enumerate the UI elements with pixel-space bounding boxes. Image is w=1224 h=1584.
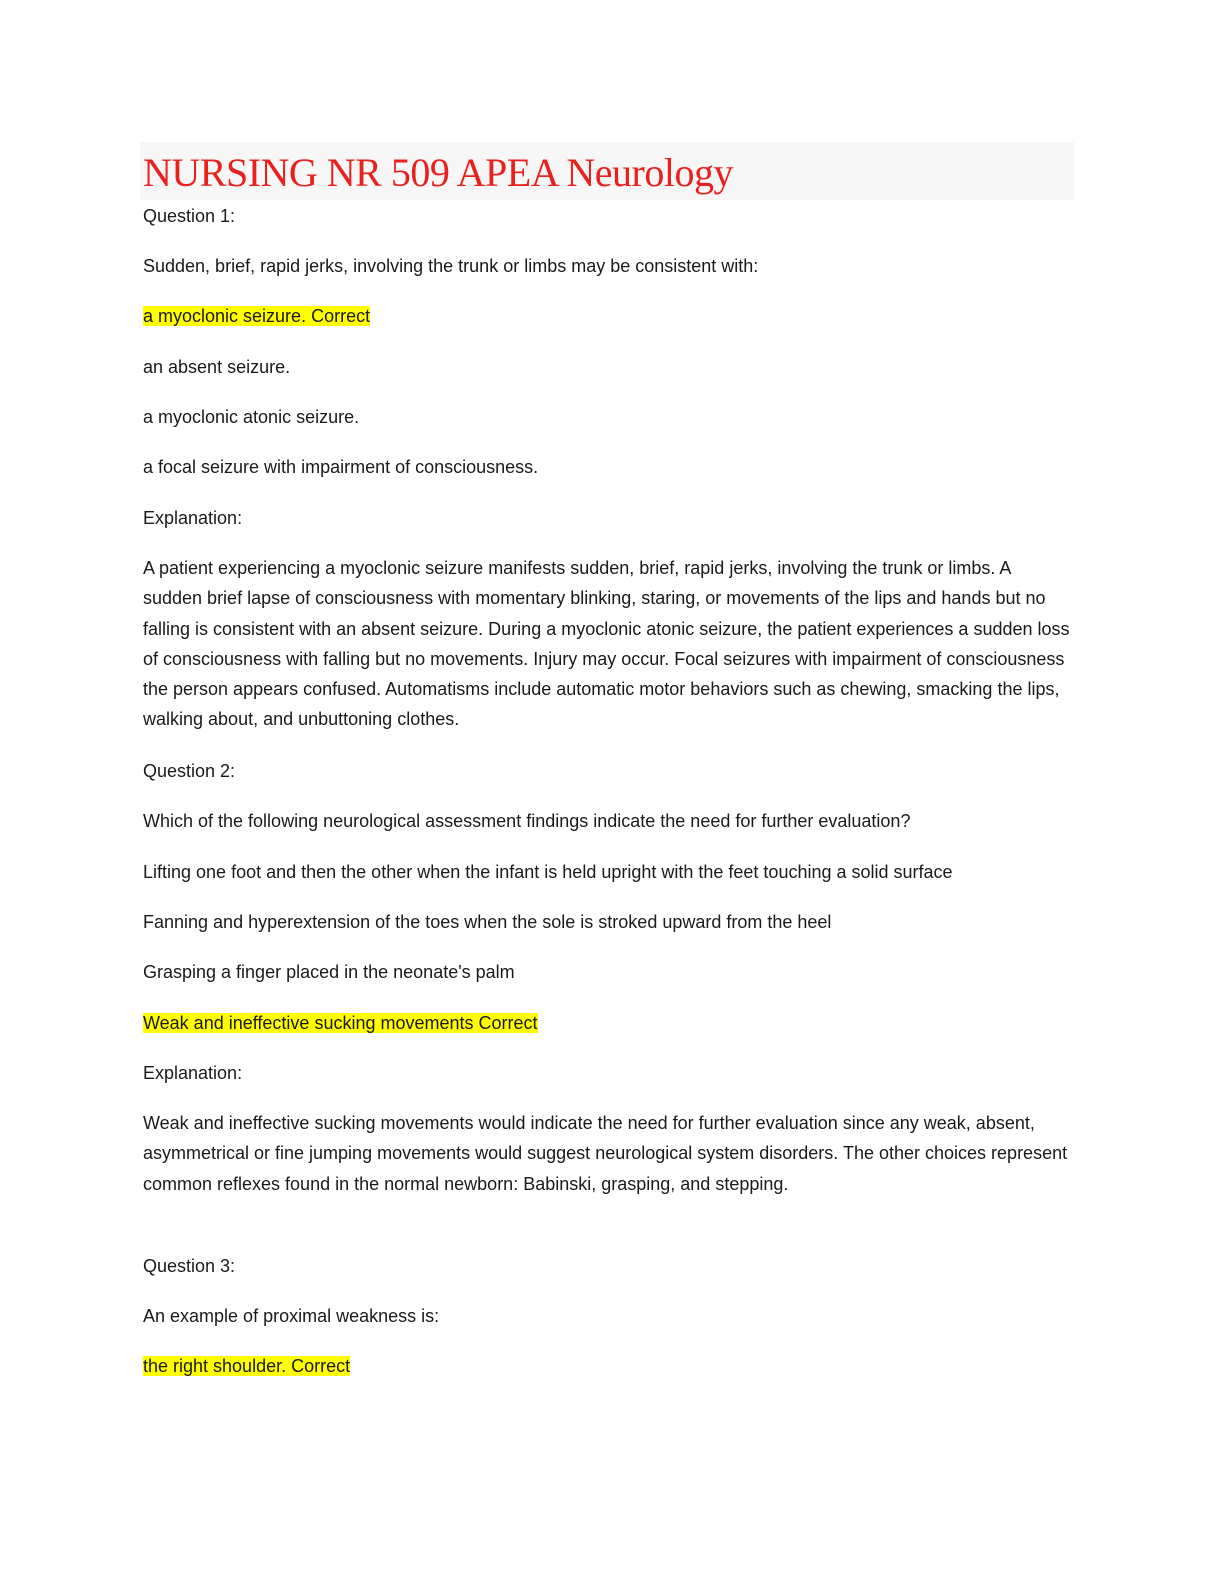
question-1-option: an absent seizure. <box>143 357 291 377</box>
question-2-explanation-label: Explanation: <box>143 1063 243 1083</box>
question-1-explanation-label: Explanation: <box>143 508 243 528</box>
question-2-option: Grasping a finger placed in the neonate's palm <box>143 962 515 982</box>
answer-highlight: a myoclonic seizure. Correct <box>143 306 371 326</box>
question-1-prompt: Sudden, brief, rapid jerks, involving the trunk or limbs may be consistent with: <box>143 256 759 276</box>
question-2-explanation: Weak and ineffective sucking movements would indicate the need for further evaluation since any weak, absent, asymmetrical or fine jumping movements would suggest neurological system disorders. The other choices represent common reflexes found in the normal newborn: Babinski, grasping, and stepping. <box>143 1113 1068 1194</box>
answer-highlight: the right shoulder. Correct <box>143 1356 351 1376</box>
question-1-option: a myoclonic atonic seizure. <box>143 407 360 427</box>
question-2-option: Fanning and hyperextension of the toes when the sole is stroked upward from the heel <box>143 912 832 932</box>
answer-highlight: Weak and ineffective sucking movements Correct <box>143 1013 538 1033</box>
question-1-explanation: A patient experiencing a myoclonic seizure manifests sudden, brief, rapid jerks, involving the trunk or limbs. A sudden brief lapse of consciousness with momentary blinking, staring, or movements of the lips and hands but no falling is consistent with an absent seizure. During a myoclonic atonic seizure, the patient experiences a sudden loss of consciousness with falling but no movements. Injury may occur. Focal seizures with impairment of consciousness the person appears confused. Automatisms include automatic motor behaviors such as chewing, smacking the lips, walking about, and unbuttoning clothes. <box>143 558 1070 730</box>
question-2-option-correct <box>143 1011 538 1035</box>
question-1-option-correct <box>143 304 370 328</box>
question-2-prompt: Which of the following neurological assessment findings indicate the need for further evaluation? <box>143 811 911 831</box>
question-3-heading: Question 3: <box>143 1256 236 1276</box>
question-1-heading: Question 1: <box>143 206 236 226</box>
document-title: NURSING NR 509 APEA Neurology <box>143 150 733 195</box>
question-3-prompt: An example of proximal weakness is: <box>143 1306 440 1326</box>
question-1-option: a focal seizure with impairment of consciousness. <box>143 457 539 477</box>
question-3-option-correct <box>143 1354 350 1378</box>
question-2-heading: Question 2: <box>143 761 236 781</box>
question-2-option: Lifting one foot and then the other when the infant is held upright with the feet touching a solid surface <box>143 862 953 882</box>
